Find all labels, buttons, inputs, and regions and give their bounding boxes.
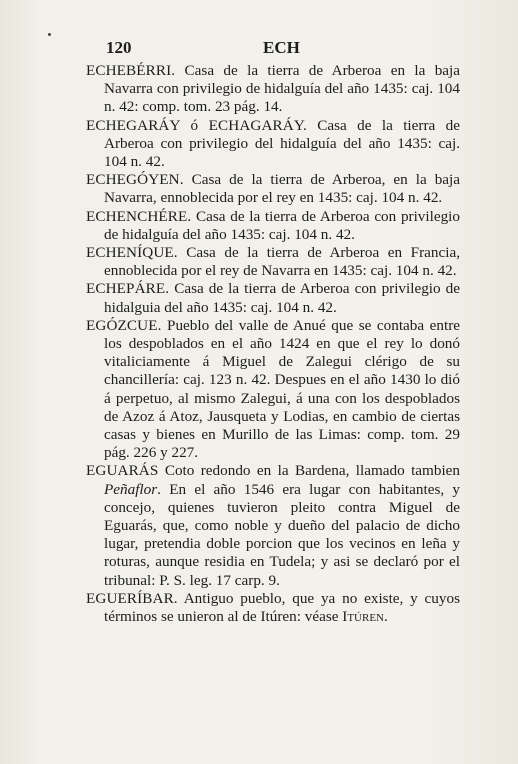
entry-echeberri <box>86 62 460 117</box>
entry-headword: ECHEGÓYEN. <box>86 171 184 189</box>
entry-egueribar <box>86 590 460 626</box>
entry-headword: ECHENÍQUE. <box>86 244 178 262</box>
entry-echenchere <box>86 208 460 244</box>
page-number: 120 <box>106 38 132 57</box>
entry-headword: EGÓZCUE. <box>86 316 162 334</box>
entry-echenique <box>86 244 460 280</box>
entry-italic-name: Peñaflor <box>104 480 158 498</box>
page-header <box>106 38 438 60</box>
entry-headword: ECHEPÁRE. <box>86 280 170 298</box>
entry-text: . En el año 1546 era lugar con habitantes, y concejo, quienes tuvieron pleito contra Miguel de Eguarás, que, como noble y dueño del palacio de dicho lugar, pretendia doble porcion que los vecinos en leña y roturas, aunque residia en Tudela; y asi se declaró por el tribunal: P. S. leg. 17 carp. 9. <box>104 480 460 589</box>
entry-text: Pueblo del valle de Anué que se contaba entre los despoblados en el año 1424 en que el rey lo donó vitaliciamente á Miguel de Zalegui clérigo de su chancillería: caj. 123 n. 42. Despues en el año 1430 lo dió á perpetuo, al mismo Zalegui, á una con los despoblados de Azoz á Atoz, Jausqueta y Lodias, en cambio de ciertas casas y bienes en Murillo de las Limas: comp. tom. 29 pág. 226 y 227. <box>104 316 461 462</box>
entry-headword: ECHENCHÉRE. <box>86 207 192 225</box>
entry-headword: ECHEGARÁY ó ECHAGARÁY. <box>86 116 307 134</box>
entry-headword: EGUERÍBAR. <box>86 589 178 607</box>
entry-text: Casa de la tierra de Arberoa con privilegio de hidalguia del año 1435: caj. 104 n. 42. <box>104 280 460 316</box>
entry-text: Casa de la tierra de Arberoa con privilegio de hidalguía del año 1435: caj. 104 n. 42. <box>104 207 460 243</box>
entry-text: Casa de la tierra de Arberoa en la baja Navarra con privilegio de hidalguía del año 1435: caj. 104 n. 42: comp. tom. 23 pág. 14. <box>104 62 461 116</box>
entry-text: Casa de la tierra de Arberoa en Francia, ennoblecida por el rey de Navarra en 1435: caj. 104 n. 42. <box>104 244 461 280</box>
entry-echegoyen <box>86 171 460 207</box>
entry-text: Antiguo pueblo, que ya no existe, y cuyos términos se unieron al de Itúren: véase <box>104 589 460 626</box>
cross-reference: Itúren. <box>342 608 388 626</box>
running-head: ECH <box>263 38 300 57</box>
entry-text: Coto redondo en la Bardena, llamado tambien <box>164 462 460 480</box>
entry-echepare <box>86 280 460 316</box>
entry-echegaray <box>86 117 460 172</box>
entry-text: Casa de la tierra de Arberoa con privilegio del hidalguía del año 1435: caj. 104 n. 42. <box>104 116 460 171</box>
entry-egozcue <box>86 317 460 463</box>
entry-text: Casa de la tierra de Arberoa, en la baja Navarra, ennoblecida por el rey en 1435: caj. 104 n. 42. <box>104 171 461 207</box>
entry-headword: ECHEBÉRRI. <box>86 62 176 79</box>
ink-speck <box>48 33 51 36</box>
entry-headword: EGUARÁS <box>86 462 159 480</box>
dictionary-body <box>86 62 460 626</box>
entry-eguaras <box>86 462 460 589</box>
